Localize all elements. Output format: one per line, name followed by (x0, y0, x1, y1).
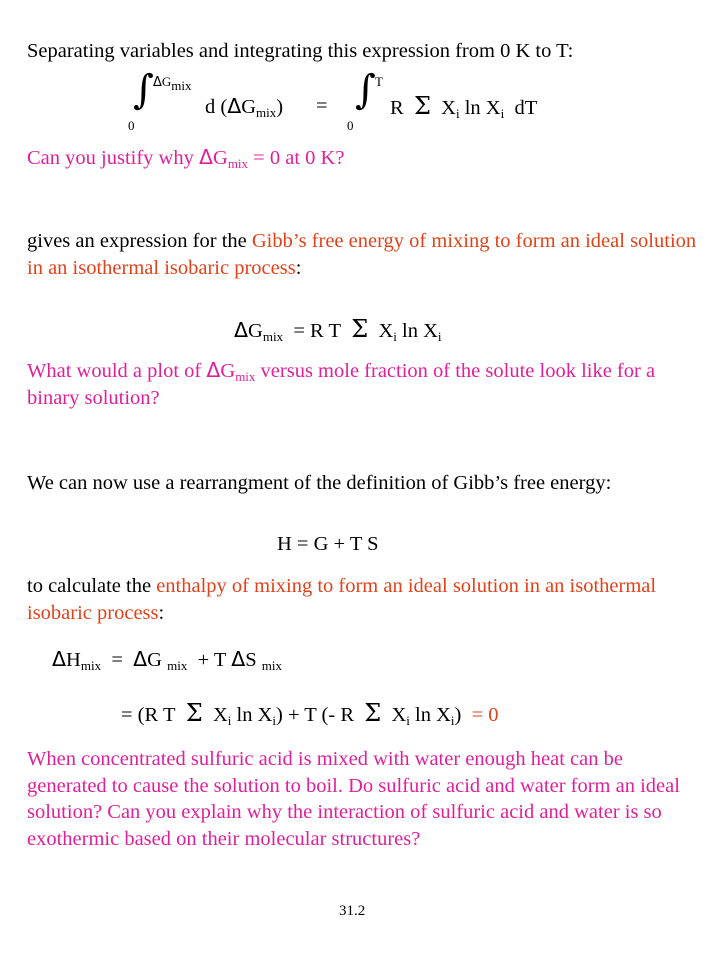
enthalpy-definition-equation: H = G + T S (277, 533, 379, 555)
integral-upper-limit-right: T (375, 74, 383, 89)
question-sulfuric-acid: When concentrated sulfuric acid is mixed with water enough heat can be generated to cause the solution to boil. Do sulfuric acid and water form an ideal solution? Can you explain why the interaction of sulfuric acid and water is so exothermic based on their molecular structures? (27, 748, 680, 850)
intro-line: Separating variables and integrating this expression from 0 K to T: (27, 40, 574, 62)
integral-sign-right: ∫ (355, 67, 376, 113)
integral-sign-left: ∫ (133, 67, 154, 113)
page-number: 31.2 (339, 903, 366, 919)
enthalpy-mix-equation: $\Delta H_{mix} = \Delta G$ $_{mix}$ + T ΔS $_{mix}$ (52, 647, 282, 673)
enthalpy-zero-equation: = (R T Σ $X_i$ $\ln X_i) + T$ (- R Σ $X_i$ $\ln X_i) = 0$ (121, 699, 499, 728)
integral-lhs: d $(\Delta G_{mix})$ (205, 94, 284, 120)
enthalpy-paragraph: to calculate the enthalpy of mixing to form an ideal solution in an isothermal isobaric process: (27, 575, 657, 624)
integral-lower-limit-left: 0 (128, 118, 135, 133)
gibbs-mix-equation: $\Delta G_{mix} = R$ T Σ $X_i$ $\ln X_i$ (234, 315, 442, 344)
integral-upper-limit-left: $\Delta G_{mix}$ (153, 74, 192, 93)
gibbs-paragraph: gives an expression for the Gibb’s free energy of mixing to form an ideal solution in an isothermal isobaric process: (27, 230, 697, 279)
integral-rhs: R Σ $X_i$ $\ln X_i$ dT (390, 92, 538, 121)
integral-lower-limit-right: 0 (347, 118, 354, 133)
question-justify-zero: Can you justify why $\Delta G_{mix} = 0$ at 0 K? (27, 145, 345, 171)
rearrangement-paragraph: We can now use a rearrangment of the definition of Gibb’s free energy: (27, 472, 612, 494)
integral-equals: = (316, 95, 328, 117)
question-plot: What would a plot of $\Delta G_{mix}$ versus mole fraction of the solute look like for a binary solution? (27, 358, 656, 409)
